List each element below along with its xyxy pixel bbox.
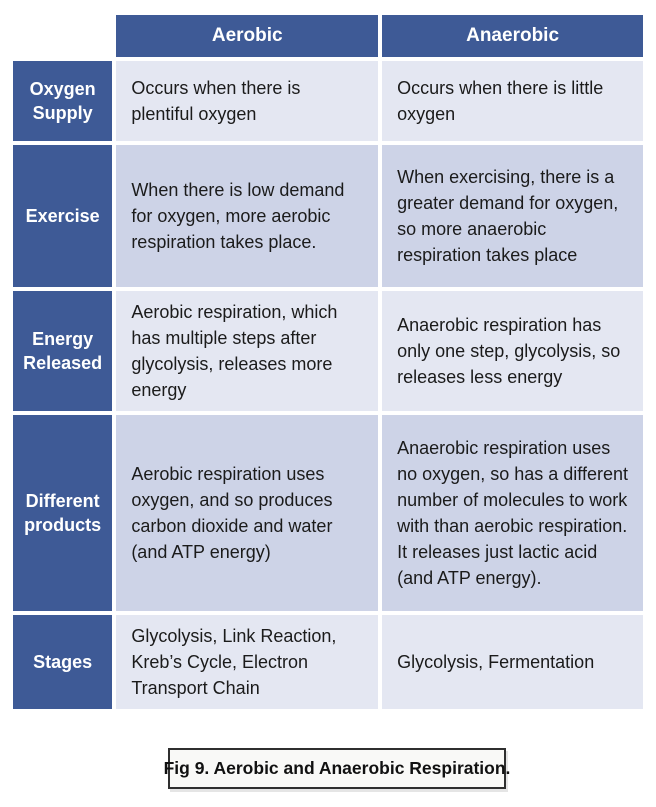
column-header-row — [13, 15, 643, 57]
row-header-oxygen-supply: Oxygen Supply — [13, 61, 112, 141]
comparison-table — [9, 11, 647, 713]
cell-exercise-aerobic: When there is low demand for oxygen, more aerobic respiration takes place. — [116, 145, 378, 287]
column-header-aerobic: Aerobic — [116, 15, 378, 57]
table-row-stages — [13, 615, 643, 709]
figure-caption-box — [163, 748, 511, 789]
table-row-energy-released — [13, 291, 643, 411]
cell-energy-released-anaerobic: Anaerobic respiration has only one step, glycolysis, so releases less energy — [382, 291, 643, 411]
corner-cell — [13, 15, 112, 57]
cell-stages-aerobic: Glycolysis, Link Reaction, Kreb’s Cycle, Electron Transport Chain — [116, 615, 378, 709]
row-header-energy-released: Energy Released — [13, 291, 112, 411]
table-row-oxygen-supply — [13, 61, 643, 141]
row-header-different-products: Different products — [13, 415, 112, 611]
row-header-stages: Stages — [13, 615, 112, 709]
cell-oxygen-supply-aerobic: Occurs when there is plentiful oxygen — [116, 61, 378, 141]
cell-oxygen-supply-anaerobic: Occurs when there is little oxygen — [382, 61, 643, 141]
cell-stages-anaerobic: Glycolysis, Fermentation — [382, 615, 643, 709]
figure-page — [0, 11, 656, 807]
row-header-exercise: Exercise — [13, 145, 112, 287]
table-row-different-products — [13, 415, 643, 611]
cell-different-products-aerobic: Aerobic respiration uses oxygen, and so produces carbon dioxide and water (and ATP energy) — [116, 415, 378, 611]
cell-different-products-anaerobic: Anaerobic respiration uses no oxygen, so has a different number of molecules to work with than aerobic respiration. It releases just lactic acid (and ATP energy). — [382, 415, 643, 611]
cell-exercise-anaerobic: When exercising, there is a greater demand for oxygen, so more anaerobic respiration takes place — [382, 145, 643, 287]
table-row-exercise — [13, 145, 643, 287]
figure-caption-text: Fig 9. Aerobic and Anaerobic Respiration. — [163, 758, 511, 778]
column-header-anaerobic: Anaerobic — [382, 15, 643, 57]
cell-energy-released-aerobic: Aerobic respiration, which has multiple steps after glycolysis, releases more energy — [116, 291, 378, 411]
